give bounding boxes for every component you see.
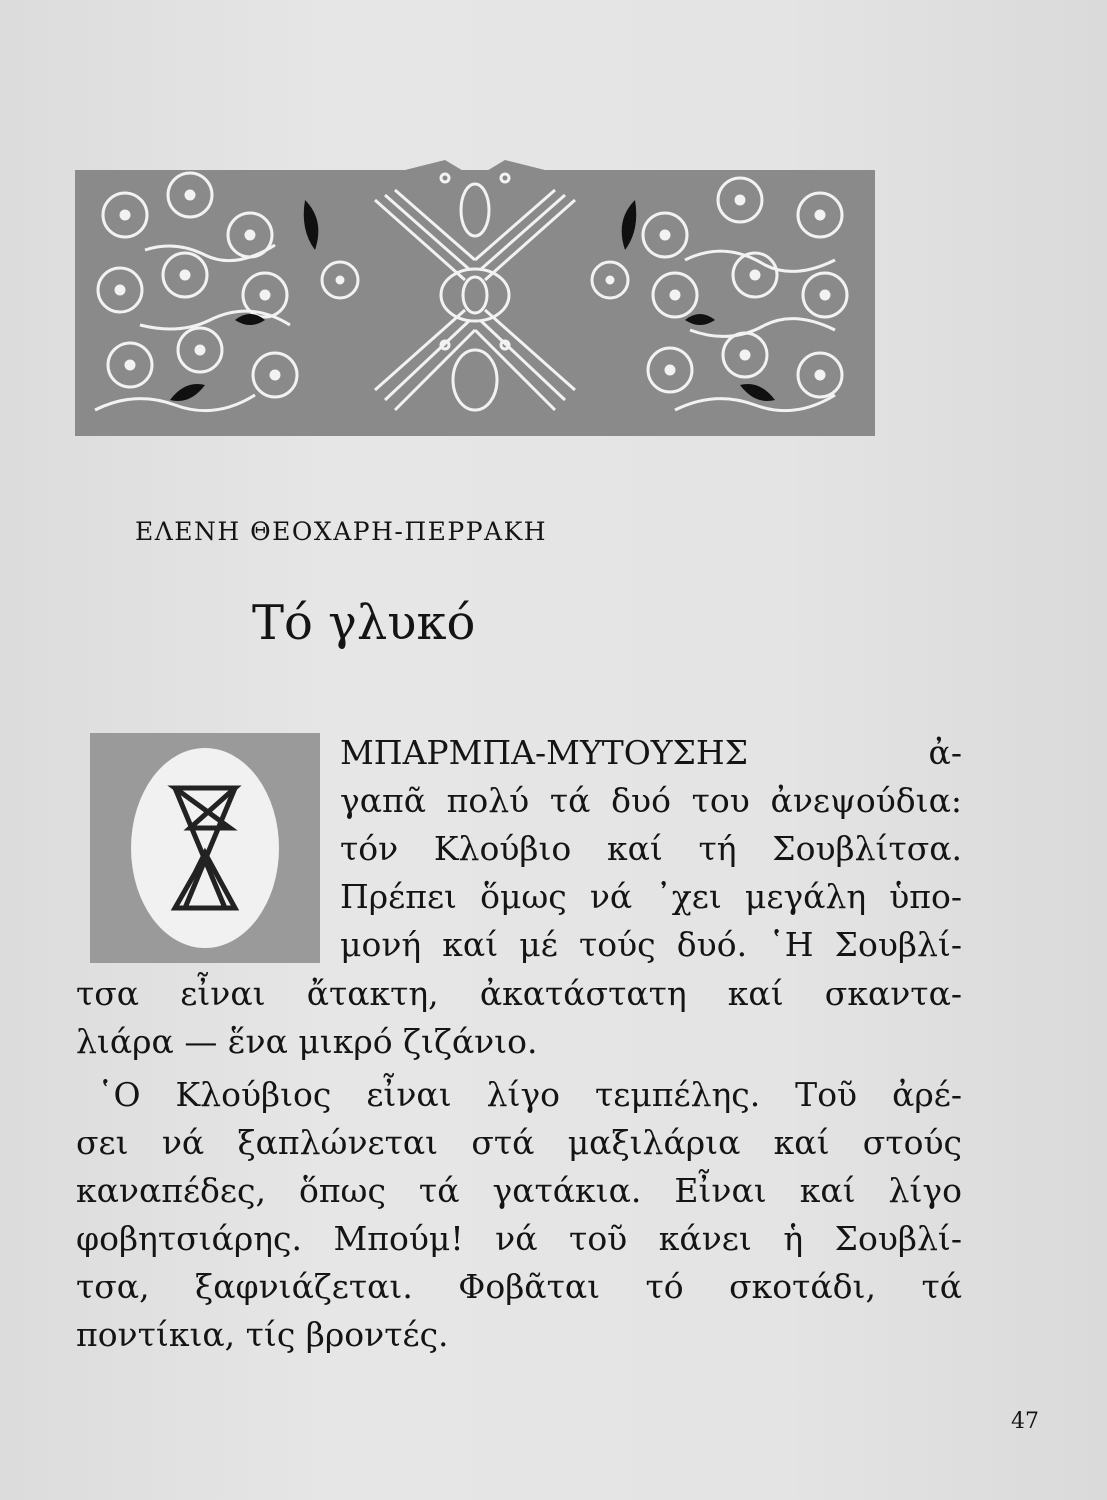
decorative-banner	[75, 160, 875, 436]
text-line: φοβητσιάρης. Μπούμ! νά τοῦ κάνει ἡ Σουβλί-	[76, 1219, 962, 1258]
text-line: λιάρα — ἕνα μικρό ζιζάνιο.	[76, 1022, 538, 1061]
text-line: Πρέπει ὅμως νά ᾽χει μεγάλη ὑπο-	[340, 877, 962, 916]
text-line: τόν Κλούβιο καί τή Σουβλίτσα.	[340, 829, 962, 868]
text-line: ποντίκια, τίς βροντές.	[76, 1315, 449, 1354]
text-line: γαπᾶ πολύ τά δυό του ἀνεψούδια:	[340, 781, 962, 820]
text-line: τσα εἶναι ἄτακτη, ἀκατάστατη καί σκαντα-	[76, 974, 962, 1013]
page-number: 47	[1011, 1409, 1039, 1434]
author-name: ΕΛΕΝΗ ΘΕΟΧΑΡΗ-ΠΕΡΡΑΚΗ	[135, 517, 548, 546]
drop-cap	[90, 733, 320, 963]
text-line: ῾Ο Κλούβιος εἶναι λίγο τεμπέλης. Τοῦ ἀρέ-	[97, 1075, 962, 1114]
drop-cap-letter: Ο	[290, 763, 291, 764]
floral-ornament-icon	[75, 160, 875, 436]
text-line: ΜΠΑΡΜΠΑ-ΜΥΤΟΥΣΗΣ ἀ-	[340, 733, 962, 772]
text-line: μονή καί μέ τούς δυό. ῾Η Σουβλί-	[340, 925, 962, 964]
text-line: τσα, ξαφνιάζεται. Φοβᾶται τό σκοτάδι, τά	[76, 1267, 962, 1306]
text-line: καναπέδες, ὅπως τά γατάκια. Εἶναι καί λίγο	[76, 1171, 962, 1210]
text-line: σει νά ξαπλώνεται στά μαξιλάρια καί στούς	[76, 1123, 962, 1162]
story-title: Τό γλυκό	[252, 595, 476, 651]
drop-cap-ornament-icon	[90, 733, 320, 963]
